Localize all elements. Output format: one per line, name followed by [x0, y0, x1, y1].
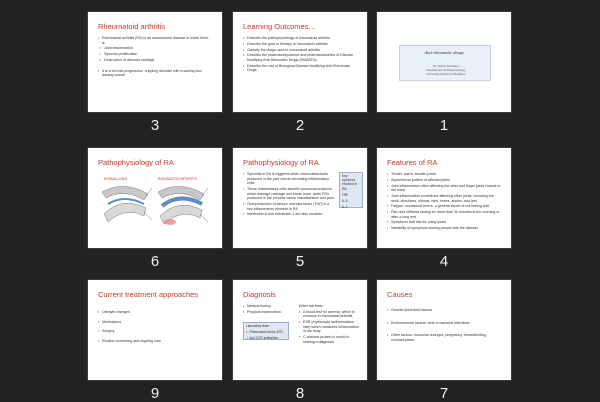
check-item: ✓ Joint inflammation [98, 46, 213, 51]
bullet: • Pain and stiffness lasting for more than 30 minutes in the morning or after a long rest [387, 210, 502, 219]
ra-joint-illustration [158, 186, 208, 225]
box-heading: Key cytokines involved in RA: [342, 174, 358, 191]
slide-title: Anti-rheumatic drugs [424, 50, 464, 55]
bullet: • Describe the goal of therapy in rheumatoid arthritis [243, 42, 358, 47]
bullet: • Genetic (inherited) factors [387, 308, 502, 313]
slide-thumbnail-8[interactable] [233, 280, 367, 380]
bullet: • Physical examination. [243, 310, 293, 315]
bullet: • Surgery [98, 329, 213, 334]
bullet: • Describe the pharmacodynamics and pharmacokinetics of Disease Modifying Anti-Rheumatic Drugs (DMARDs) [243, 53, 358, 62]
bullet: • It is a chronic progressive, crippling disorder with a waxing and waning course [98, 69, 213, 78]
subtitle-line: Department of Pharmacology [426, 68, 466, 72]
slide-number: 8 [295, 385, 305, 402]
bullet: • ESR (erythrocyte sedimentation rate) which measures inflammation in the body. [299, 320, 361, 334]
normal-joint-illustration [102, 186, 152, 222]
slide-thumbnail-4[interactable] [377, 148, 511, 248]
bullet: • Routine monitoring and ongoing care. [98, 339, 213, 344]
joint-diagram [98, 174, 212, 240]
slide-number: 4 [439, 253, 449, 270]
box-item: ✓ Anti-CCP antibodies [246, 336, 279, 341]
slide-number: 1 [439, 117, 449, 134]
slide-number: 7 [439, 385, 449, 402]
bullet: • Joint inflammation often affecting the wrist and finger joints closest to the hand [387, 184, 502, 193]
slide-title: Learning Outcomes… [243, 22, 316, 31]
bullet: • A blood test for anemia, which is common in rheumatoid arthritis. [299, 310, 361, 319]
slide-body [243, 172, 335, 218]
slide-number: 5 [295, 253, 305, 270]
slide-body-right [299, 304, 361, 346]
bullet: • Synovitis in RA is triggered when chemoattractants produced in the joint recruit circulating inflammatory cells. [243, 172, 335, 186]
bullet: • Describe the role of Biological Disease Modifying Anti-Rheumatic Drugs [243, 64, 358, 73]
slide-number: 6 [150, 253, 160, 270]
bullet: • Interleukin-6 and interleukin-1 are also involved [243, 212, 335, 217]
slide-thumbnail-7[interactable] [377, 280, 511, 380]
slide-body [98, 36, 213, 79]
bullet: • Medical history [243, 304, 293, 309]
check-item: ✓ Synovial proliferation [98, 52, 213, 57]
bullet: • C-reactive protein is useful in making a diagnosis [299, 335, 361, 344]
slide-subtitle [411, 64, 481, 76]
slide-title: Rheumatoid arthritis [98, 22, 166, 31]
figure-label-ra: RHEUMATOID ARTHRITIS [158, 177, 197, 181]
lab-tests-box [243, 322, 289, 340]
box-item: IL-1 [342, 205, 348, 210]
right-heading: • Other lab tests: [299, 304, 361, 309]
bullet: • Rheumatoid arthritis (RA) is an autoimmune disease in which there is: [98, 36, 213, 45]
slide-number: 9 [150, 385, 160, 402]
bullet: • Joint inflammation sometimes affecting other joints, including the neck, shoulders, elbows, hips, knees, ankles, and feet [387, 194, 502, 203]
bullet: • Other factors: hormonal changes, pregnancy, breastfeeding, contraceptives. [387, 333, 502, 342]
slide-thumbnail-5[interactable] [233, 148, 367, 248]
slide-number: 3 [150, 117, 160, 134]
slide-number: 2 [295, 117, 305, 134]
subtitle-line: University School of Medicine [426, 72, 466, 76]
slide-thumbnail-2[interactable] [233, 12, 367, 112]
slide-body [98, 310, 213, 348]
cytokine-box [339, 172, 363, 208]
bullet: • Environmental factors: viral or bacterial infections. [387, 321, 502, 326]
bullet: • These inflammatory cells secrete lysosomal enzymes which damage cartilage and erode bone, while PGs produced in the process cause vasodilatation and pain. [243, 187, 335, 201]
figure-label-normal: NORMAL JOINT [104, 177, 128, 181]
slide-thumbnail-6[interactable] [88, 148, 222, 248]
slide-title: Diagnosis [243, 290, 276, 299]
bullet: • Lifestyle changes [98, 310, 213, 315]
slide-thumbnail-3[interactable] [88, 12, 222, 112]
slide-body [243, 36, 358, 74]
slide-thumbnail-1[interactable] [377, 12, 511, 112]
slide-title: Current treatment approaches [98, 290, 199, 299]
box-item: IL-6 [342, 199, 348, 204]
bullet: • Classify the drugs used in rheumatoid arthritis [243, 48, 358, 53]
bullet: • Overproduction of tumour necrosis factor (TNF) is a key inflammatory element in RA [243, 202, 335, 211]
slide-body [387, 308, 502, 344]
slide-body [387, 172, 502, 232]
bullet: • Medications [98, 320, 213, 325]
slide-thumbnail-9[interactable] [88, 280, 222, 380]
bullet: • Symptoms that last for many years [387, 220, 502, 225]
box-heading: Laboratory tests: [246, 324, 270, 328]
slide-title: Causes [387, 290, 413, 299]
slide-title: Pathophysiology of RA [243, 158, 319, 167]
box-item: TNF [342, 192, 349, 197]
bullet: • Tender, warm, swollen joints [387, 172, 502, 177]
bullet: • Describe the pathophysiology of rheumatoid arthritis [243, 36, 358, 41]
bullet: • Symmetrical pattern of affected joints [387, 178, 502, 183]
bullet: • Fatigue, occasional fevers, a general sense of not feeling well [387, 204, 502, 209]
check-item: ✓ Destruction of articular cartilage [98, 58, 213, 63]
box-item: ✓ Rheumatoid factor (RF) [246, 330, 283, 335]
slide-body-left [243, 304, 293, 316]
bullet: • Variability of symptoms among people with the disease [387, 226, 502, 231]
subtitle-line: Dr. Name Surname [433, 64, 459, 68]
slide-title: Pathophysiology of RA [98, 158, 174, 167]
slide-title: Features of RA [387, 158, 438, 167]
